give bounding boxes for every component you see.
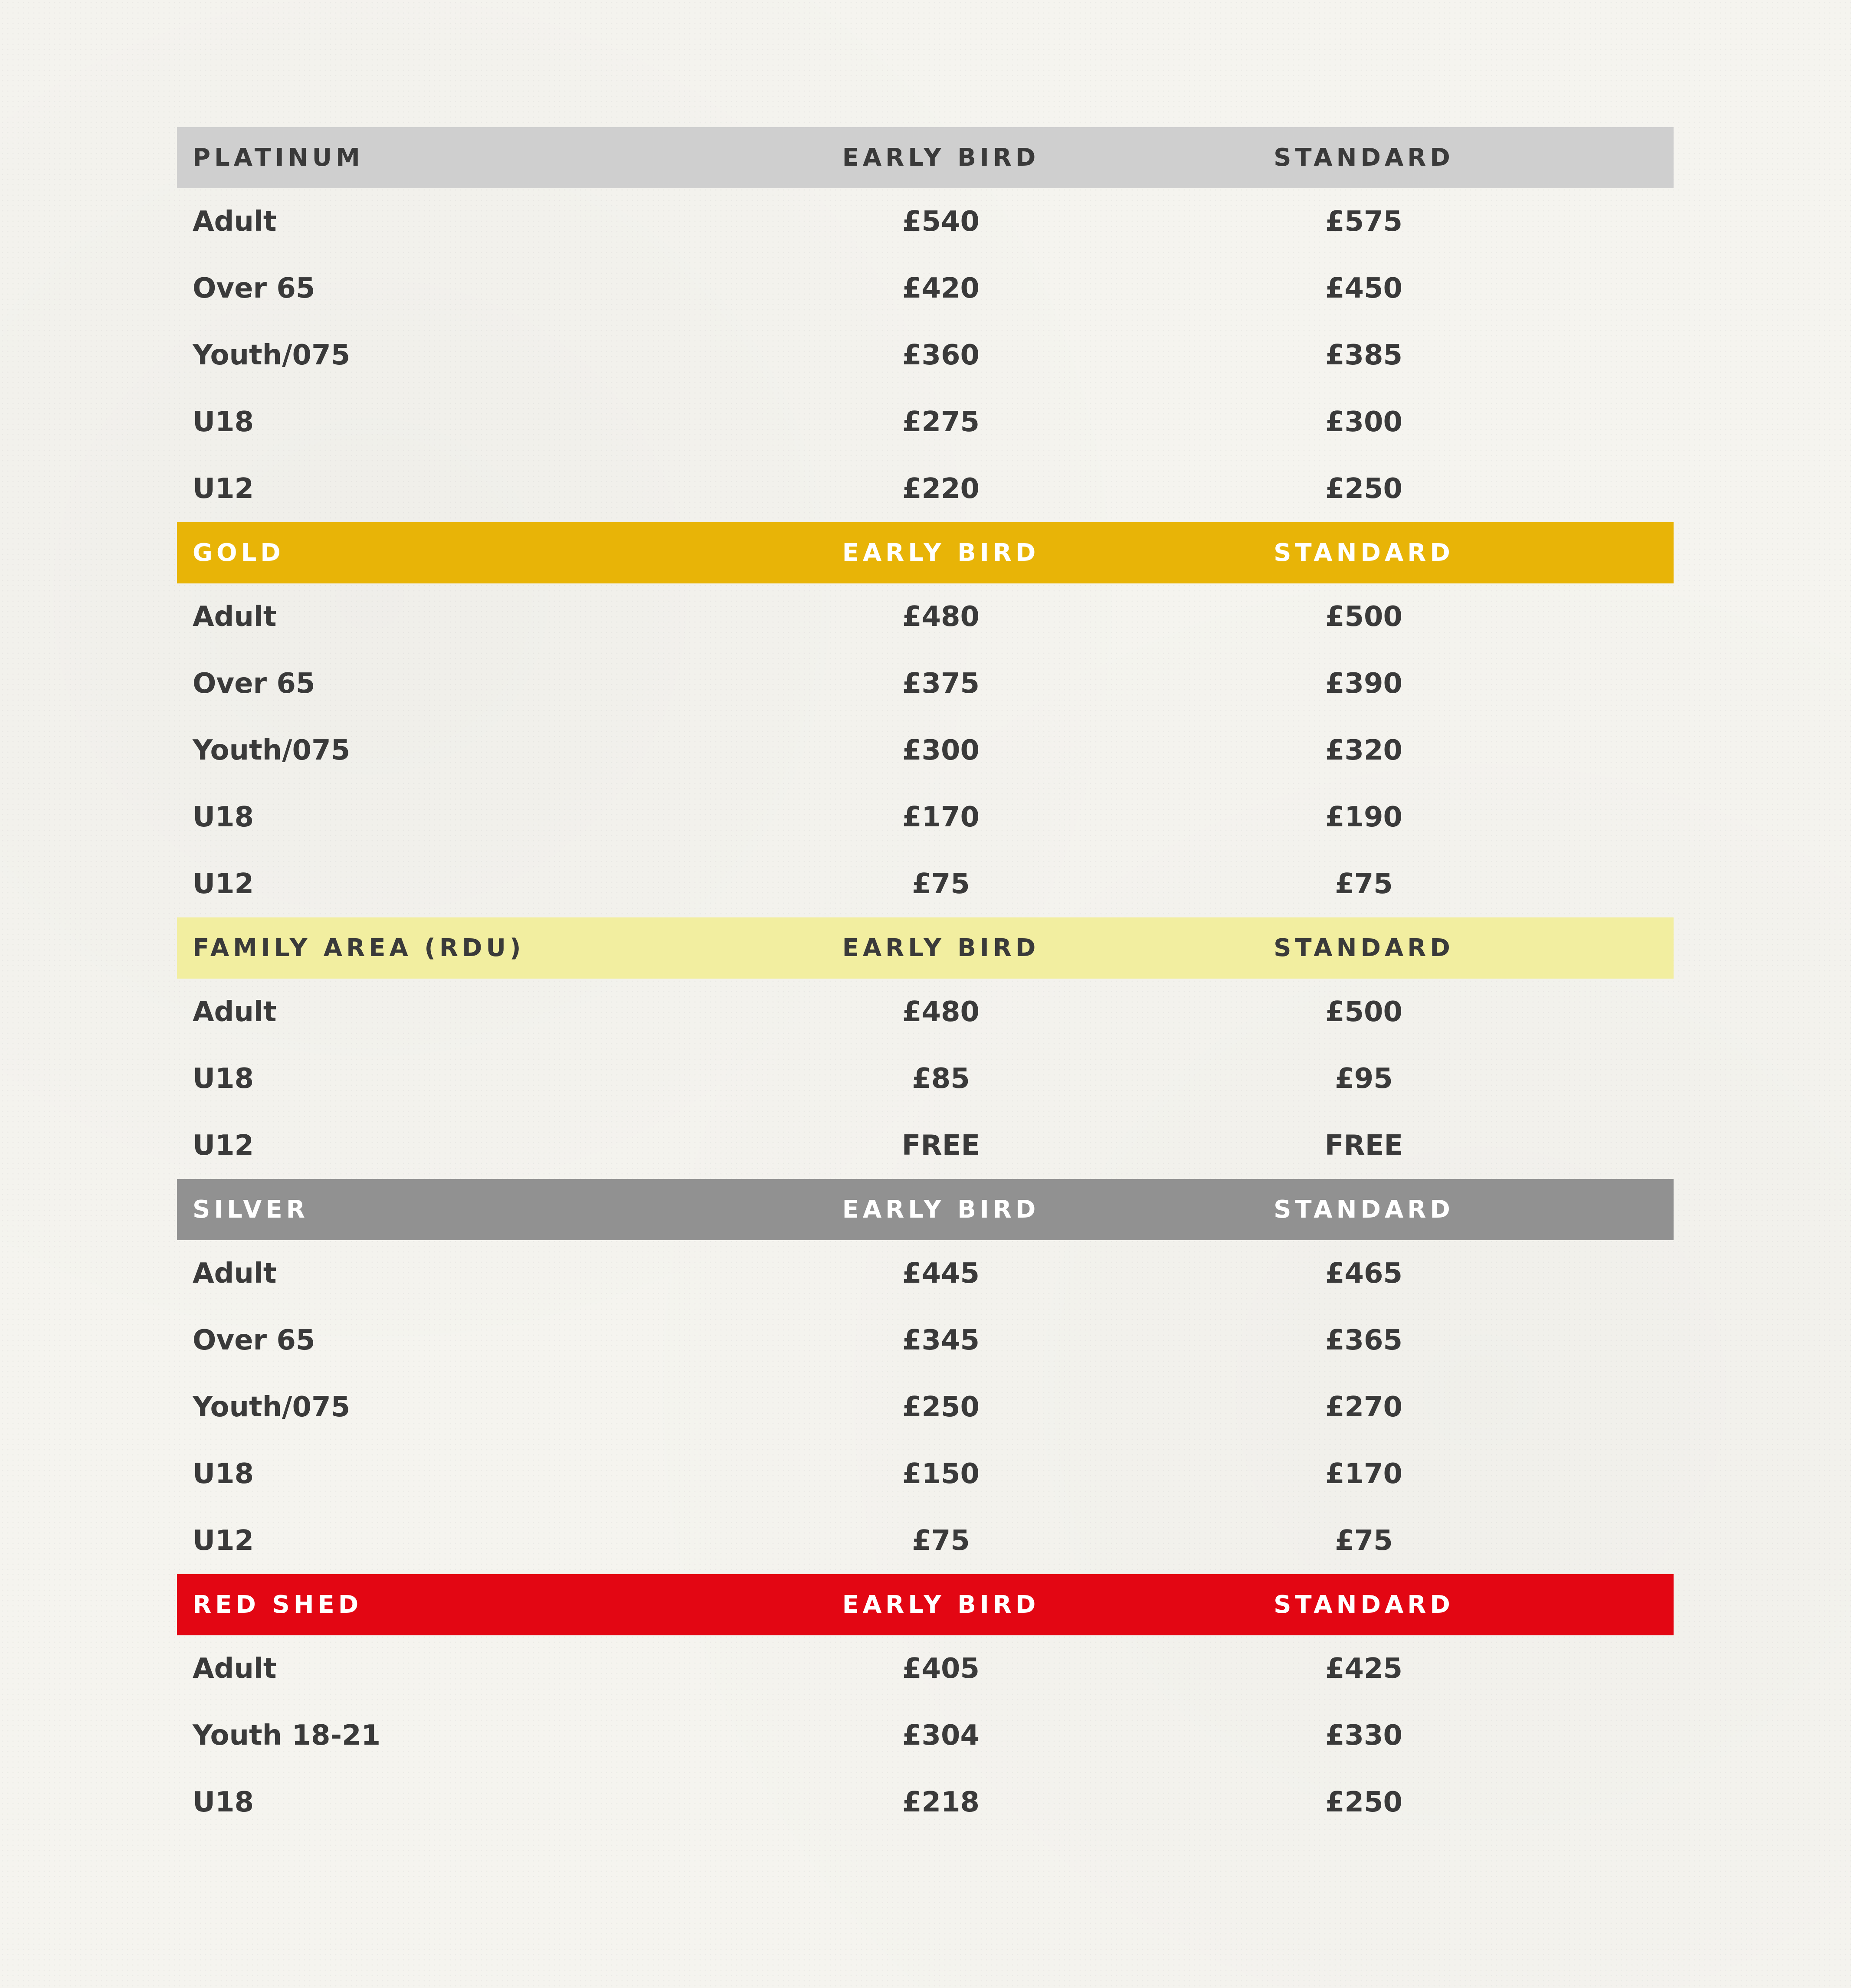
early-bird-price: £220 bbox=[902, 473, 980, 505]
ticket-type: Adult bbox=[193, 206, 277, 238]
ticket-type: U18 bbox=[193, 1786, 254, 1818]
early-bird-column-header: EARLY BIRD bbox=[842, 1195, 1040, 1224]
price-table bbox=[177, 127, 1674, 1836]
ticket-type: Adult bbox=[193, 1258, 277, 1290]
price-row bbox=[177, 1374, 1674, 1441]
price-row bbox=[177, 389, 1674, 455]
price-row bbox=[177, 1045, 1674, 1112]
standard-price: £300 bbox=[1325, 406, 1403, 438]
section-silver bbox=[177, 1179, 1674, 1574]
standard-price: £500 bbox=[1325, 996, 1403, 1028]
standard-price: £190 bbox=[1325, 801, 1403, 833]
standard-price: £390 bbox=[1325, 668, 1403, 700]
ticket-type: Youth/075 bbox=[193, 339, 351, 371]
standard-column-header: STANDARD bbox=[1274, 1195, 1454, 1224]
early-bird-price: £540 bbox=[902, 206, 980, 238]
tier-name: SILVER bbox=[193, 1195, 309, 1224]
ticket-type: U12 bbox=[193, 1130, 254, 1162]
standard-price: £250 bbox=[1325, 1786, 1403, 1818]
standard-price: £465 bbox=[1325, 1258, 1403, 1290]
standard-price: £75 bbox=[1335, 868, 1393, 900]
early-bird-price: £445 bbox=[902, 1258, 980, 1290]
ticket-type: U18 bbox=[193, 406, 254, 438]
early-bird-column-header: EARLY BIRD bbox=[842, 539, 1040, 567]
early-bird-price: £250 bbox=[902, 1391, 980, 1423]
ticket-type: Adult bbox=[193, 601, 277, 633]
section-red-shed bbox=[177, 1574, 1674, 1836]
early-bird-price: £300 bbox=[902, 734, 980, 766]
section-header-family-area bbox=[177, 917, 1674, 979]
price-row bbox=[177, 322, 1674, 389]
section-header-platinum bbox=[177, 127, 1674, 188]
price-row bbox=[177, 1307, 1674, 1374]
ticket-type: U12 bbox=[193, 868, 254, 900]
price-row bbox=[177, 1441, 1674, 1507]
standard-price: £270 bbox=[1325, 1391, 1403, 1423]
price-row bbox=[177, 851, 1674, 917]
price-row bbox=[177, 455, 1674, 522]
standard-price: £425 bbox=[1325, 1653, 1403, 1685]
price-row bbox=[177, 583, 1674, 650]
standard-price: FREE bbox=[1324, 1130, 1403, 1162]
early-bird-column-header: EARLY BIRD bbox=[842, 1591, 1040, 1619]
early-bird-price: £218 bbox=[902, 1786, 980, 1818]
ticket-type: U18 bbox=[193, 801, 254, 833]
price-row bbox=[177, 784, 1674, 851]
price-row bbox=[177, 1702, 1674, 1769]
ticket-type: Youth/075 bbox=[193, 734, 351, 766]
standard-column-header: STANDARD bbox=[1274, 144, 1454, 172]
early-bird-price: £480 bbox=[902, 996, 980, 1028]
tier-name: FAMILY AREA (RDU) bbox=[193, 934, 525, 962]
standard-price: £75 bbox=[1335, 1525, 1393, 1557]
price-row bbox=[177, 255, 1674, 322]
early-bird-price: £85 bbox=[912, 1063, 970, 1095]
standard-price: £320 bbox=[1325, 734, 1403, 766]
ticket-type: Adult bbox=[193, 1653, 277, 1685]
ticket-type: U12 bbox=[193, 1525, 254, 1557]
section-header-silver bbox=[177, 1179, 1674, 1240]
section-family-area bbox=[177, 917, 1674, 1179]
standard-column-header: STANDARD bbox=[1274, 934, 1454, 962]
early-bird-price: £150 bbox=[902, 1458, 980, 1490]
early-bird-column-header: EARLY BIRD bbox=[842, 934, 1040, 962]
section-platinum bbox=[177, 127, 1674, 522]
early-bird-price: FREE bbox=[901, 1130, 980, 1162]
early-bird-price: £170 bbox=[902, 801, 980, 833]
standard-price: £385 bbox=[1325, 339, 1403, 371]
section-header-red-shed bbox=[177, 1574, 1674, 1635]
early-bird-price: £304 bbox=[902, 1719, 980, 1752]
early-bird-price: £360 bbox=[902, 339, 980, 371]
early-bird-price: £275 bbox=[902, 406, 980, 438]
ticket-type: U12 bbox=[193, 473, 254, 505]
standard-price: £575 bbox=[1325, 206, 1403, 238]
price-row bbox=[177, 1635, 1674, 1702]
ticket-type: Over 65 bbox=[193, 272, 315, 305]
tier-name: GOLD bbox=[193, 539, 285, 567]
price-row bbox=[177, 1240, 1674, 1307]
standard-price: £170 bbox=[1325, 1458, 1403, 1490]
early-bird-price: £345 bbox=[902, 1324, 980, 1356]
early-bird-column-header: EARLY BIRD bbox=[842, 144, 1040, 172]
tier-name: PLATINUM bbox=[193, 144, 364, 172]
standard-column-header: STANDARD bbox=[1274, 539, 1454, 567]
ticket-type: Adult bbox=[193, 996, 277, 1028]
price-row bbox=[177, 1112, 1674, 1179]
section-header-gold bbox=[177, 522, 1674, 583]
standard-price: £250 bbox=[1325, 473, 1403, 505]
early-bird-price: £480 bbox=[902, 601, 980, 633]
price-row bbox=[177, 188, 1674, 255]
standard-price: £95 bbox=[1335, 1063, 1393, 1095]
early-bird-price: £375 bbox=[902, 668, 980, 700]
early-bird-price: £75 bbox=[912, 868, 970, 900]
ticket-type: U18 bbox=[193, 1458, 254, 1490]
price-row bbox=[177, 1507, 1674, 1574]
tier-name: RED SHED bbox=[193, 1591, 363, 1619]
price-row bbox=[177, 650, 1674, 717]
standard-price: £365 bbox=[1325, 1324, 1403, 1356]
ticket-type: Over 65 bbox=[193, 668, 315, 700]
standard-price: £500 bbox=[1325, 601, 1403, 633]
ticket-type: Youth/075 bbox=[193, 1391, 351, 1423]
standard-column-header: STANDARD bbox=[1274, 1591, 1454, 1619]
early-bird-price: £420 bbox=[902, 272, 980, 305]
price-row bbox=[177, 717, 1674, 784]
section-gold bbox=[177, 522, 1674, 917]
ticket-type: Youth 18-21 bbox=[193, 1719, 381, 1752]
standard-price: £450 bbox=[1325, 272, 1403, 305]
ticket-type: Over 65 bbox=[193, 1324, 315, 1356]
early-bird-price: £405 bbox=[902, 1653, 980, 1685]
price-row bbox=[177, 1769, 1674, 1836]
price-row bbox=[177, 979, 1674, 1045]
early-bird-price: £75 bbox=[912, 1525, 970, 1557]
ticket-type: U18 bbox=[193, 1063, 254, 1095]
standard-price: £330 bbox=[1325, 1719, 1403, 1752]
